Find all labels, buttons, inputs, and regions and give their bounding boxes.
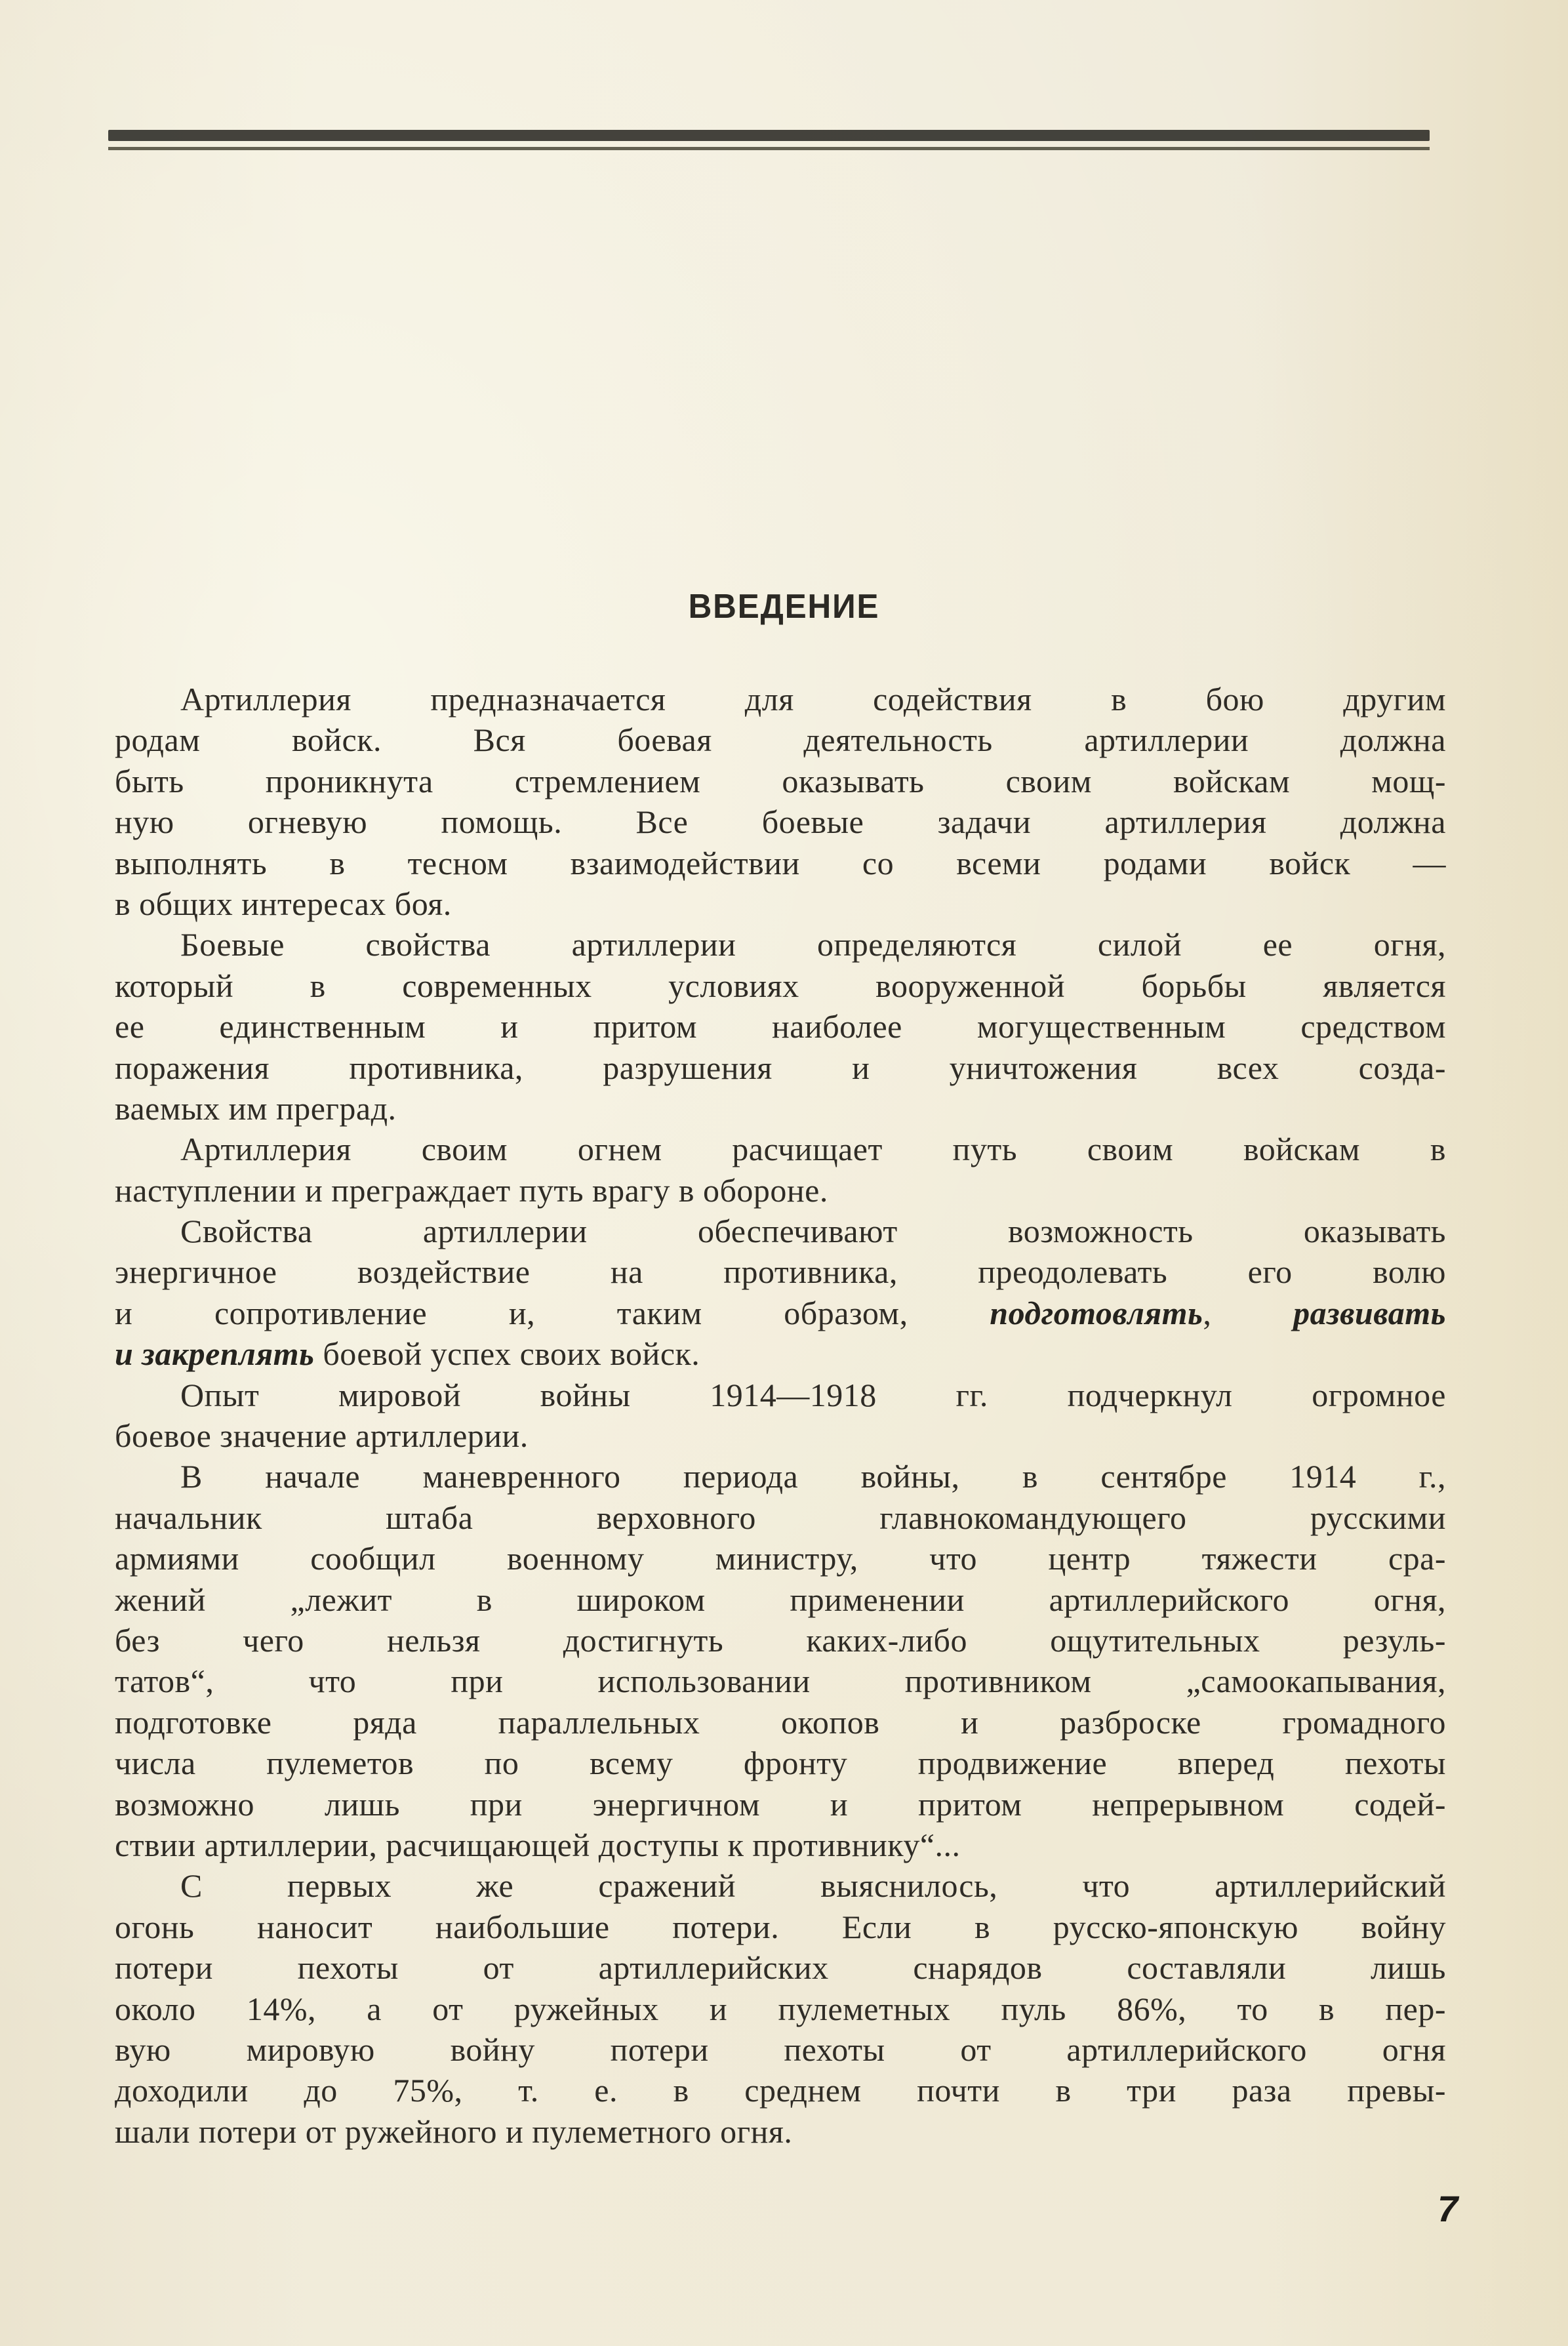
paragraph-3 xyxy=(115,1129,1446,1211)
text-line: Артиллерия предназначается для содействия в бою другим xyxy=(180,681,1446,718)
text-line: армиями сообщил военному министру, что центр тяжести сра- xyxy=(115,1540,1446,1577)
text-line: выполнять в тесном взаимодействии со всеми родами войск — xyxy=(115,844,1446,881)
text-line: подготовке ряда параллельных окопов и разброске громадного xyxy=(115,1703,1446,1741)
text-line: поражения противника, разрушения и уничтожения всех созда- xyxy=(115,1049,1446,1086)
text-line: боевое значение артиллерии. xyxy=(115,1417,529,1455)
paragraph-4 xyxy=(115,1211,1446,1375)
text-line: Свойства артиллерии обеспечивают возможность оказывать xyxy=(180,1213,1446,1250)
chapter-heading: ВВЕДЕНИЕ xyxy=(688,588,880,626)
text-line: энергичное воздействие на противника, преодолевать его волю xyxy=(115,1253,1446,1291)
header-rule-thick xyxy=(108,130,1430,141)
text-line: ваемых им преград. xyxy=(115,1089,397,1127)
text-line xyxy=(115,1293,1446,1333)
text-line: Опыт мировой войны 1914—1918 гг. подчеркнул огромное xyxy=(180,1376,1446,1413)
text-line: Боевые свойства артиллерии определяются силой ее огня, xyxy=(180,926,1446,963)
text-line: ее единственным и притом наиболее могущественным средством xyxy=(115,1008,1446,1045)
paragraph-6 xyxy=(115,1456,1446,1865)
text-line: без чего нельзя достигнуть каких-либо ощутительных резуль- xyxy=(115,1621,1446,1659)
text-line: ствии артиллерии, расчищающей доступы к противнику“... xyxy=(115,1826,961,1863)
paragraph-1 xyxy=(115,679,1446,924)
text-line: татов“, что при использовании противником „самоокапывания, xyxy=(115,1663,1446,1700)
text-line: доходили до 75%, т. е. в среднем почти в три раза превы- xyxy=(115,2072,1446,2109)
text-line: в общих интересах боя. xyxy=(115,885,452,922)
text-line: шали потери от ружейного и пулеметного огня. xyxy=(115,2113,793,2150)
text-line: быть проникнута стремлением оказывать своим войскам мощ- xyxy=(115,762,1446,799)
text-line: огонь наносит наибольшие потери. Если в русско-японскую войну xyxy=(115,1908,1446,1945)
emphasis-text: и закреплять xyxy=(115,1335,315,1373)
text-line: числа пулеметов по всему фронту продвижение вперед пехоты xyxy=(115,1745,1446,1782)
text-line: наступлении и преграждает путь врагу в обороне. xyxy=(115,1171,828,1209)
text-line xyxy=(115,1333,1446,1374)
emphasis-text: развивать xyxy=(1293,1294,1446,1331)
text-line: вую мировую войну потери пехоты от артиллерийского огня xyxy=(115,2031,1446,2068)
text-line: потери пехоты от артиллерийских снарядов составляли лишь xyxy=(115,1949,1446,1987)
paragraph-7 xyxy=(115,1865,1446,2152)
text-line: жений „лежит в широком применении артиллерийского огня, xyxy=(115,1581,1446,1618)
text-span: , xyxy=(1203,1294,1294,1331)
text-line: начальник штаба верховного главнокомандующего русскими xyxy=(115,1499,1446,1536)
header-rule-thin xyxy=(108,147,1430,150)
text-span: боевой успех своих войск. xyxy=(314,1335,700,1373)
text-line: ную огневую помощь. Все боевые задачи артиллерия должна xyxy=(115,803,1446,841)
emphasis-text: подготовлять xyxy=(990,1294,1203,1331)
text-line: С первых же сражений выяснилось, что артиллерийский xyxy=(180,1867,1446,1905)
text-line: родам войск. Вся боевая деятельность артиллерии должна xyxy=(115,721,1446,759)
text-span: и сопротивление и, таким образом, xyxy=(115,1294,990,1331)
text-line: В начале маневренного периода войны, в сентябре 1914 г., xyxy=(180,1458,1446,1495)
text-line: возможно лишь при энергичном и притом непрерывном содей- xyxy=(115,1785,1446,1823)
body-text xyxy=(115,679,1446,2152)
page-number: 7 xyxy=(1437,2188,1458,2229)
text-line: Артиллерия своим огнем расчищает путь своим войскам в xyxy=(180,1131,1446,1168)
text-line: около 14%, а от ружейных и пулеметных пуль 86%, то в пер- xyxy=(115,1990,1446,2027)
paragraph-5 xyxy=(115,1375,1446,1457)
paragraph-2 xyxy=(115,924,1446,1129)
text-line: который в современных условиях вооруженной борьбы является xyxy=(115,967,1446,1004)
